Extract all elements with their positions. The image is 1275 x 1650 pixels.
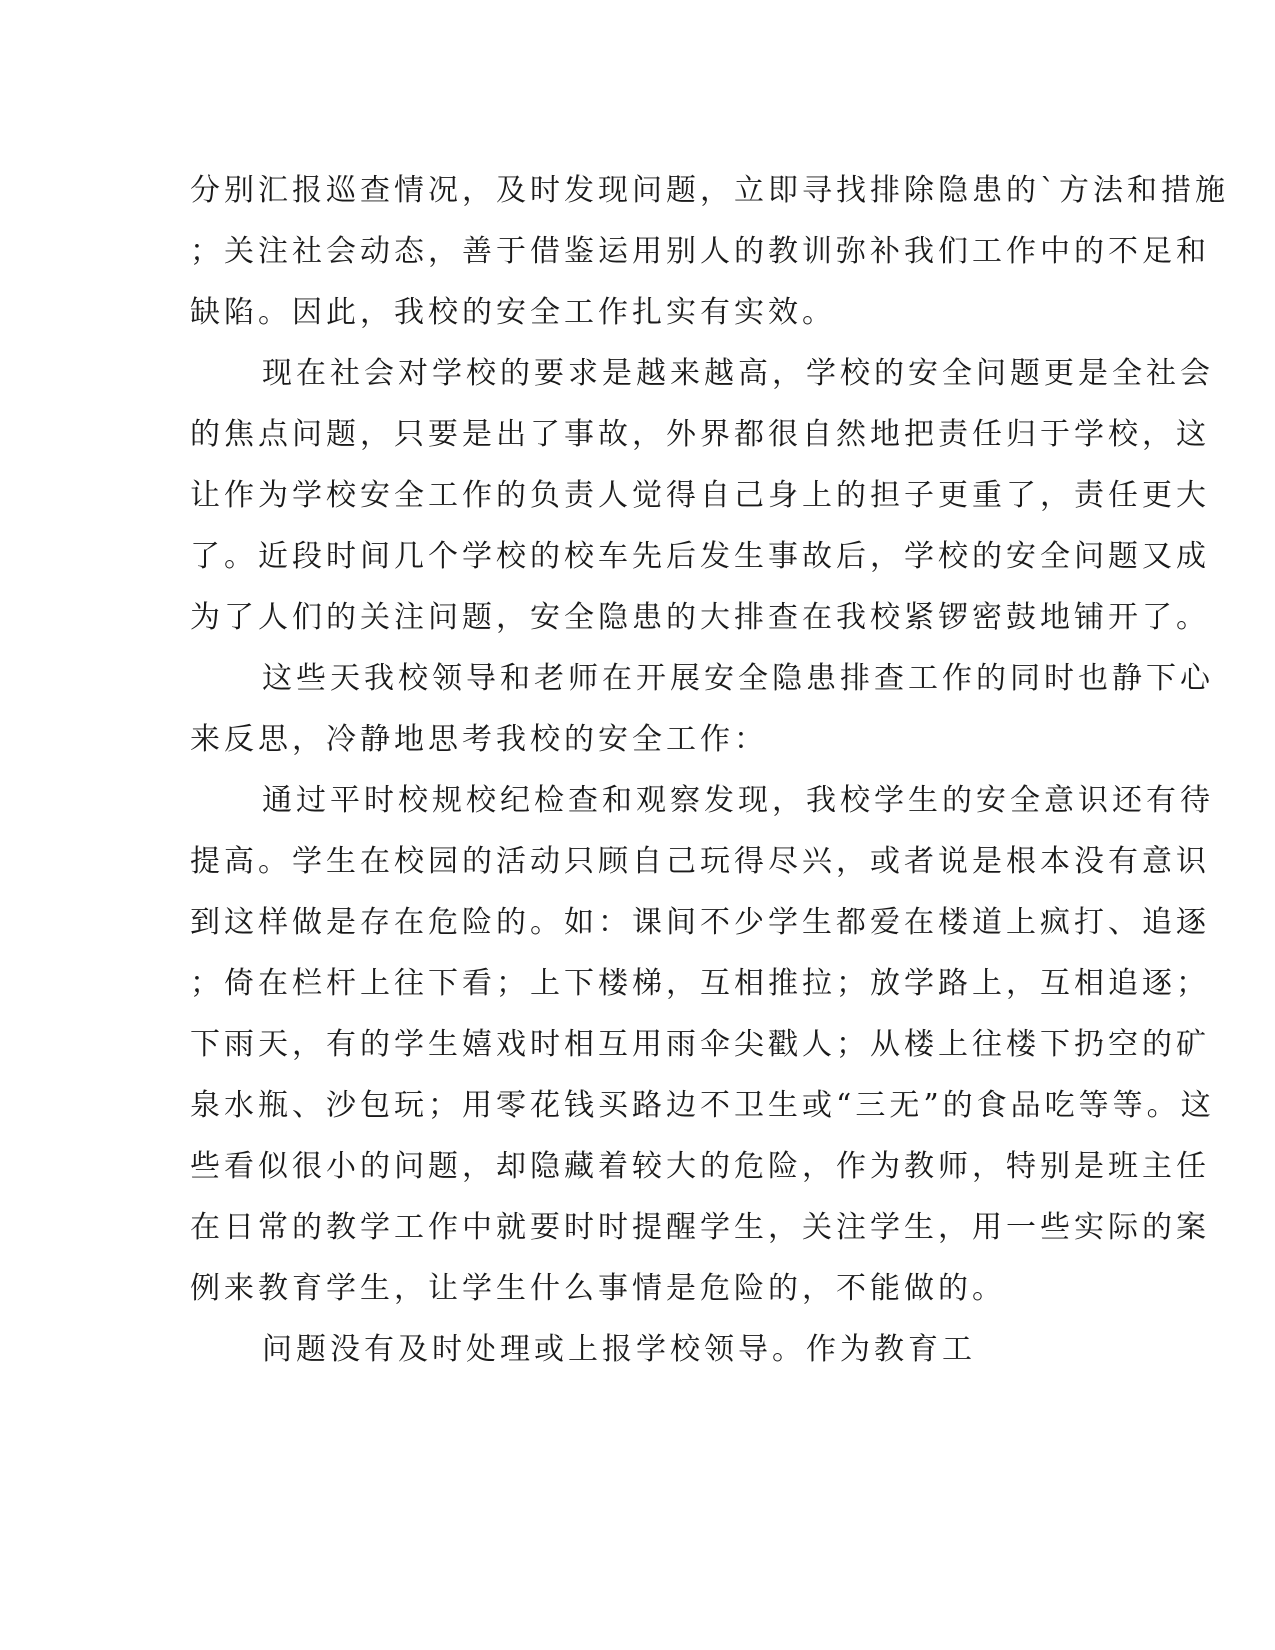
text-line: 例来教育学生，让学生什么事情是危险的，不能做的。 [190,1271,1006,1306]
text-line: 些看似很小的问题，却隐藏着较大的危险，作为教师，特别是班主任 [190,1149,1210,1184]
paragraph-start-line: 现在社会对学校的要求是越来越高，学校的安全问题更是全社会 [262,356,1214,391]
text-line: 了。近段时间几个学校的校车先后发生事故后，学校的安全问题又成 [190,539,1210,574]
text-line: ；关注社会动态，善于借鉴运用别人的教训弥补我们工作中的不足和 [190,234,1210,269]
text-line: 在日常的教学工作中就要时时提醒学生，关注学生，用一些实际的案 [190,1210,1210,1245]
text-line: 让作为学校安全工作的负责人觉得自己身上的担子更重了，责任更大 [190,478,1210,513]
text-line: 分别汇报巡查情况，及时发现问题，立即寻找排除隐患的`方法和措施 [190,173,1229,208]
text-line: 来反思，冷静地思考我校的安全工作： [190,722,768,757]
text-line: 下雨天，有的学生嬉戏时相互用雨伞尖戳人；从楼上往楼下扔空的矿 [190,1027,1210,1062]
text-line: 泉水瓶、沙包玩；用零花钱买路边不卫生或“三无”的食品吃等等。这 [190,1088,1215,1123]
text-line: 提高。学生在校园的活动只顾自己玩得尽兴，或者说是根本没有意识 [190,844,1210,879]
text-line: 的焦点问题，只要是出了事故，外界都很自然地把责任归于学校，这 [190,417,1210,452]
document-body [190,160,1229,1380]
text-line: 到这样做是存在危险的。如：课间不少学生都爱在楼道上疯打、追逐 [190,905,1210,940]
text-line: 缺陷。因此，我校的安全工作扎实有实效。 [190,295,836,330]
text-line: 为了人们的关注问题，安全隐患的大排查在我校紧锣密鼓地铺开了。 [190,600,1210,635]
text-line: ；倚在栏杆上往下看；上下楼梯，互相推拉；放学路上，互相追逐； [190,966,1210,1001]
paragraph-start-line: 这些天我校领导和老师在开展安全隐患排查工作的同时也静下心 [262,661,1214,696]
paragraph-start-line: 问题没有及时处理或上报学校领导。作为教育工 [262,1332,976,1367]
paragraph-start-line: 通过平时校规校纪检查和观察发现，我校学生的安全意识还有待 [262,783,1214,818]
